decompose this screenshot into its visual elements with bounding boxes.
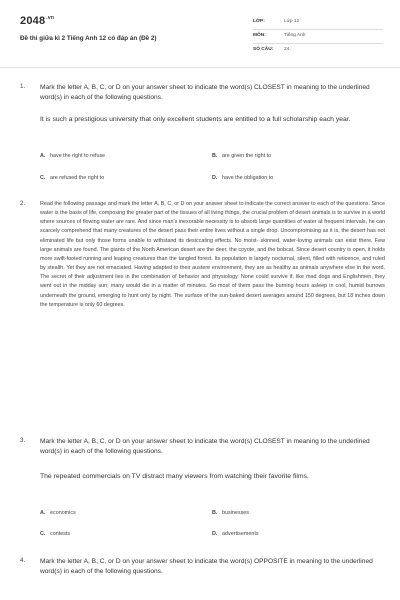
option-b[interactable] (212, 153, 271, 159)
option-c[interactable] (40, 175, 104, 181)
logo-suffix: .vn (46, 15, 55, 22)
meta-row-count (253, 44, 383, 57)
option-text: contests (50, 531, 71, 537)
meta-row-class (253, 16, 383, 30)
meta-row-subject (253, 30, 383, 44)
option-text: are refused the right to (50, 175, 105, 181)
option-letter: B. (212, 153, 218, 159)
site-logo[interactable] (20, 15, 54, 27)
page-header (0, 0, 400, 70)
option-letter: B. (212, 510, 218, 516)
option-text: economics (50, 510, 76, 516)
question-2 (20, 200, 385, 440)
reading-passage: Read the following passage and mark the letter A, B, C, or D on your answer sheet to indicate the correct answer to each of the questions. Since water is the basis of life, composing the greater part of the tissues of all living things, the crucial problem of desert animals is to survive in a world where sources of flowing water are rare. And since man's inexorable necessity is to absorb large quantities of water at frequent intervals, he can scarcely comprehend that many creatures of the desert pass their entire lives without a single drop. Uncompromising as it is, the desert has not eliminated life but only those forms unable to withstand its desiccating effects. No moist- skinned, water-loving animals can exist there. Few large animals are found. The giants of the North American desert are the deer, the coyote, and the bobcat. Since desert country is open, it holds more swift-footed running and leaping creatures than the tangled forest. Its population is largely nocturnal, silent, filled with reticence, and ruled by stealth. Yet they are not emaciated. Having adapted to their austere environment, they are as healthy as animals anywhere else in the word. The secret of their adjustment lies in the combination of behavior and physiology. None could survive if, like mad dogs and Englishmen, they went out in the midday sun; many would die in a matter of minutes. So most of them pass the burning hours asleep in cool, humid burrows underneath the ground, emerging to hunt only by night. The surface of the sun-baked desert averages around 150 degrees, but 18 inches down the temperature is only 60 degrees. (40, 201, 385, 308)
option-letter: C. (40, 175, 46, 181)
option-letter: A. (40, 153, 46, 159)
question-prompt: Mark the letter A, B, C, or D on your answer sheet to indicate the word(s) OPPOSITE in meaning to the underlined word(s) in each of the following questions. (40, 558, 373, 575)
meta-value: 24 (284, 47, 290, 52)
option-text: have the right to refuse (50, 153, 106, 159)
question-number: 1. (20, 83, 26, 90)
document-title: Đề thi giữa kì 2 Tiếng Anh 12 có đáp án (Đề 2) (20, 35, 157, 42)
option-text: businesses (222, 510, 249, 516)
header-divider (0, 67, 400, 68)
question-number: 2. (20, 200, 26, 207)
option-d[interactable] (212, 531, 259, 537)
meta-key: LỚP: (253, 19, 265, 24)
question-number: 4. (20, 557, 26, 564)
option-letter: D. (212, 531, 218, 537)
question-1 (20, 83, 385, 193)
meta-value: Tiếng Anh (284, 33, 306, 38)
option-letter: D. (212, 175, 218, 181)
question-sentence: It is such a prestigious university that only excellent students are entitled to a full scholarship each year. (40, 116, 351, 123)
question-prompt: Mark the letter A, B, C, or D on your answer sheet to indicate the word(s) CLOSEST in meaning to the underlined word(s) in each of the following questions. (40, 438, 370, 455)
logo-text: 2048 (20, 15, 46, 27)
option-c[interactable] (40, 531, 70, 537)
meta-key: MÔN: (253, 33, 266, 38)
question-prompt: Mark the letter A, B, C, or D on your answer sheet to indicate the word(s) CLOSEST in meaning to the underlined word(s) in each of the following questions. (40, 84, 370, 101)
option-letter: C. (40, 531, 46, 537)
option-text: advertisements (222, 531, 259, 537)
meta-value: Lớp 12 (284, 19, 300, 24)
exam-meta-table (253, 16, 383, 57)
question-4 (20, 557, 385, 600)
question-number: 3. (20, 437, 26, 444)
option-d[interactable] (212, 175, 273, 181)
question-3 (20, 437, 385, 547)
option-text: are given the right to (222, 153, 272, 159)
option-letter: A. (40, 510, 46, 516)
option-a[interactable] (40, 153, 105, 159)
option-text: have the obligation to (222, 175, 274, 181)
question-sentence: The repeated commercials on TV distract many viewers from watching their favorite films. (40, 473, 309, 480)
option-a[interactable] (40, 510, 76, 516)
option-b[interactable] (212, 510, 249, 516)
meta-key: SỐ CÂU: (253, 47, 274, 52)
